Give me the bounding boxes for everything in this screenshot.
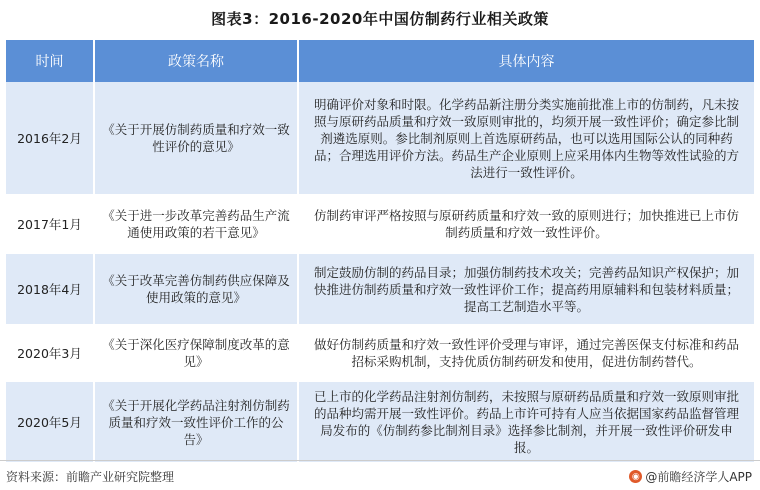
cell-content: 做好仿制药质量和疗效一致性评价受理与审评，通过完善医保支付标准和药品招标采购机制，支持优质仿制药研发和使用，促进仿制药替代。 [298, 326, 754, 381]
cell-content: 明确评价对象和时限。化学药品新注册分类实施前批准上市的仿制药，凡未按照与原研药品质量和疗效一致原则审批的，均须开展一致性评价；确定参比制剂遴选原则。参比制剂原则上首选原研药品，也可以选用国际公认的同种药品；合理选用评价方法。药品生产企业原则上应采用体内生物等效性试验的方法进行一致性评价。 [298, 82, 754, 196]
policy-table [6, 40, 754, 465]
cell-policy-name: 《关于进一步改革完善药品生产流通使用政策的若干意见》 [94, 196, 298, 253]
cell-time: 2020年3月 [6, 326, 94, 381]
cell-content: 仿制药审评严格按照与原研药质量和疗效一致的原则进行；加快推进已上市仿制药质量和疗效一致性评价。 [298, 196, 754, 253]
header-content: 具体内容 [298, 40, 754, 82]
cell-policy-name: 《关于开展化学药品注射剂仿制药质量和疗效一致性评价工作的公告》 [94, 381, 298, 464]
cell-time: 2020年5月 [6, 381, 94, 464]
policy-table-container [6, 40, 754, 465]
cell-content: 制定鼓励仿制的药品目录；加强仿制药技术攻关；完善药品知识产权保护；加快推进仿制药质量和疗效一致性评价工作；提高药用原辅料和包装材料质量；提高工艺制造水平等。 [298, 253, 754, 326]
table-row [6, 82, 754, 196]
footer [0, 460, 760, 490]
table-row [6, 381, 754, 464]
table-header-row [6, 40, 754, 82]
table-row [6, 196, 754, 253]
brand [629, 468, 752, 485]
source-note: 资料来源：前瞻产业研究院整理 [6, 470, 175, 484]
qianzhan-logo-icon: ◉ [629, 470, 642, 483]
cell-time: 2018年4月 [6, 253, 94, 326]
cell-time: 2016年2月 [6, 82, 94, 196]
cell-policy-name: 《关于开展仿制药质量和疗效一致性评价的意见》 [94, 82, 298, 196]
cell-policy-name: 《关于深化医疗保障制度改革的意见》 [94, 326, 298, 381]
header-policy-name: 政策名称 [94, 40, 298, 82]
cell-policy-name: 《关于改革完善仿制药供应保障及使用政策的意见》 [94, 253, 298, 326]
table-row [6, 326, 754, 381]
chart-title: 图表3：2016-2020年中国仿制药行业相关政策 [211, 10, 549, 28]
cell-time: 2017年1月 [6, 196, 94, 253]
brand-label: @前瞻经济学人APP [645, 470, 752, 484]
cell-content: 已上市的化学药品注射剂仿制药，未按照与原研药品质量和疗效一致原则审批的品种均需开展一致性评价。药品上市许可持有人应当依据国家药品监督管理局发布的《仿制药参比制剂目录》选择参比制剂，并开展一致性评价研发申报。 [298, 381, 754, 464]
header-time: 时间 [6, 40, 94, 82]
table-row [6, 253, 754, 326]
